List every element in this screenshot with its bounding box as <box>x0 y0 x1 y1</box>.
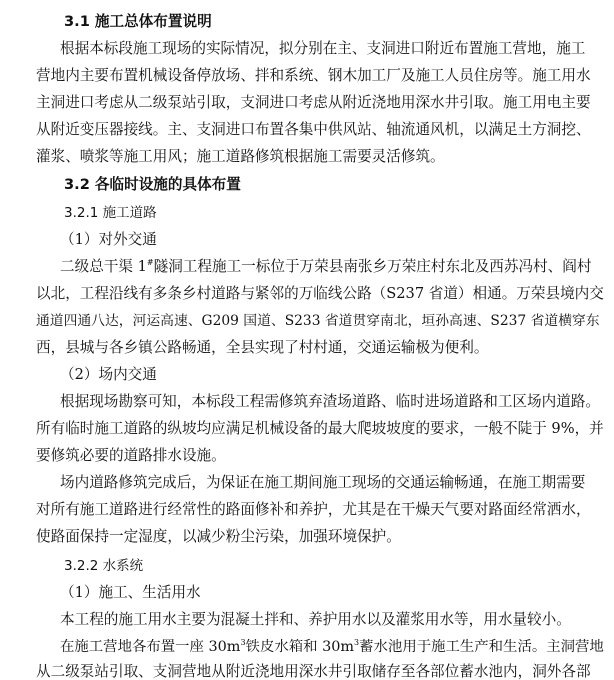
paragraph-line: 通道四通八达，河运高速、G209 国道、S233 省道贯穿南北，垣孙高速、S237 省道横穿东 <box>36 313 600 329</box>
text-span: 隧洞工程施工一标位于万荣县南张乡万荣庄村东北及西苏冯村、阎村 <box>153 258 592 275</box>
paragraph-line: 从附近变压器接线。主、支洞进口布置各集中供风站、轴流通风机，以满足土方洞挖、 <box>36 121 591 138</box>
paragraph-line: 根据本标段施工现场的实际情况，拟分别在主、支洞进口附近布置施工营地，施工 <box>60 40 586 57</box>
subsection-heading-3-2-1: 3.2.1 施工道路 <box>64 205 157 221</box>
text-span: 蓄水池用于施工生产和生活。主洞营地 <box>359 639 604 655</box>
section-heading-3-2: 3.2 各临时设施的具体布置 <box>64 176 241 193</box>
paragraph-line: 要修筑必要的道路排水设施。 <box>36 447 226 464</box>
paragraph-line: 本工程的施工用水主要为混凝土拌和、养护用水以及灌浆用水等，用水量较小。 <box>60 611 571 628</box>
superscript: 3 <box>240 638 246 648</box>
text-span: 铁皮水箱和 30m <box>245 639 355 655</box>
subsection-heading-3-2-2: 3.2.2 水系统 <box>64 558 144 574</box>
paragraph-line: 灌浆、喷浆等施工用风；施工道路修筑根据施工需要灵活修筑。 <box>36 148 445 165</box>
paragraph-line: 从二级泵站引取、支洞营地从附近浇地用深水井引取储存至各部位蓄水池内，洞外各部 <box>36 663 591 680</box>
paragraph-line: 根据现场勘察可知，本标段工程需修筑弃渣场道路、临时进场道路和工区场内道路。 <box>60 393 600 410</box>
paragraph-line: 对所有施工道路进行经常性的路面修补和养护，尤其是在干燥天气要对路面经常洒水， <box>36 501 591 518</box>
paragraph-line: 场内道路修筑完成后，为保证在施工期间施工现场的交通运输畅通，在施工期需要 <box>60 474 586 491</box>
list-item-label: （1）施工、生活用水 <box>60 584 201 601</box>
paragraph-line <box>60 637 604 657</box>
superscript: # <box>146 258 154 268</box>
superscript: 3 <box>354 638 360 648</box>
list-item-label: （1）对外交通 <box>60 231 157 248</box>
section-heading-3-1: 3.1 施工总体布置说明 <box>64 13 212 30</box>
paragraph-line <box>60 257 591 277</box>
paragraph-line: 以北，工程沿线有多条乡村道路与紧邻的万临线公路（S237 省道）相通。万荣县境内交 <box>36 285 604 302</box>
paragraph-line: 营地内主要布置机械设备停放场、拌和系统、钢木加工厂及施工人员住房等。施工用水 <box>36 67 591 84</box>
list-item-label: （2）场内交通 <box>60 366 157 383</box>
paragraph-line: 西，县城与各乡镇公路畅通，全县实现了村村通，交通运输极为便利。 <box>36 339 489 356</box>
paragraph-line: 使路面保持一定湿度，以减少粉尘污染，加强环境保护。 <box>36 528 401 545</box>
text-span: 在施工营地各布置一座 30m <box>60 639 241 655</box>
paragraph-line: 所有临时施工道路的纵坡均应满足机械设备的最大爬坡坡度的要求，一般不陡于 9%，并 <box>36 420 604 437</box>
paragraph-line: 主洞进口考虑从二级泵站引取，支洞进口考虑从附近浇地用深水井引取。施工用电主要 <box>36 94 591 111</box>
text-span: 二级总干渠 1 <box>60 258 147 275</box>
